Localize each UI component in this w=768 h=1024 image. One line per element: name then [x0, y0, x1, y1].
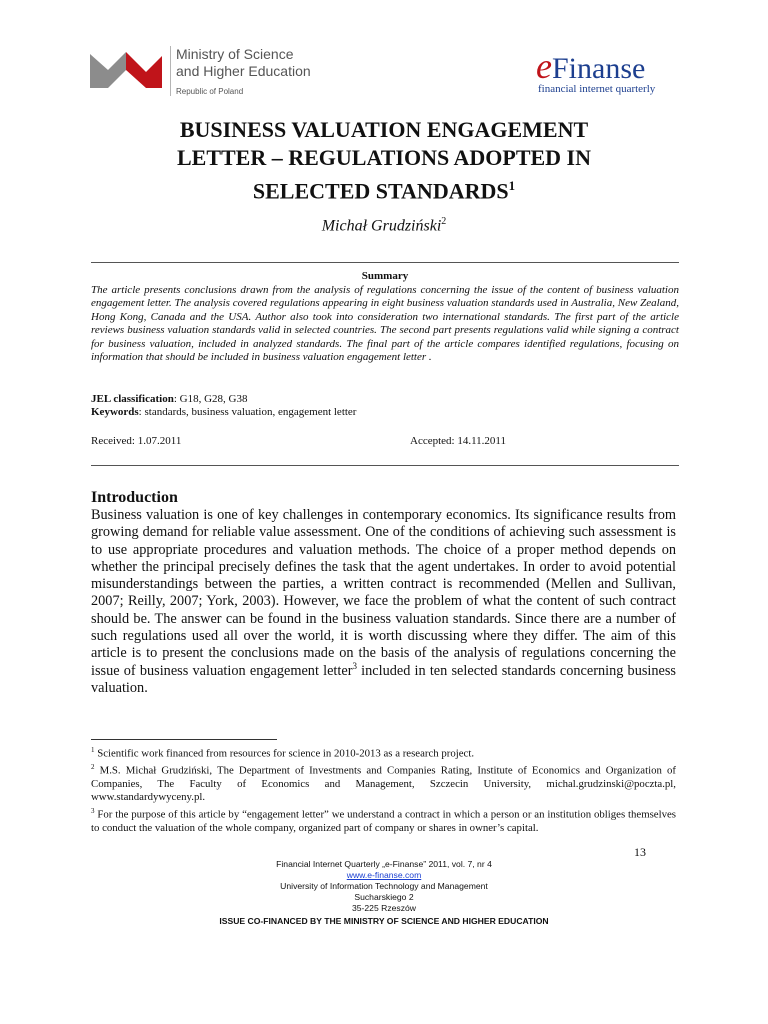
title-footnote-ref: 1	[508, 178, 516, 193]
title-line1: BUSINESS VALUATION ENGAGEMENT	[179, 117, 589, 142]
footer-university: University of Information Technology and Management	[280, 881, 488, 891]
footnote-3: $^3$ For the purpose of this article by “engagement letter” we understand a contract in which a person or an institution obliges themselves to conduct the valuation of the whole company, organized part of company or shares in owner’s capital.	[91, 806, 676, 834]
efinanse-logo	[536, 46, 686, 98]
efinanse-wordmark: eFinanse	[536, 46, 646, 86]
summary-top-divider	[91, 262, 679, 263]
footer-journal: Financial Internet Quarterly „e-Finanse” 2011, vol. 7, nr 4	[276, 859, 492, 869]
ministry-name-line1: Ministry of Science	[176, 46, 294, 62]
jel-classification: JEL classification: G18, G28, G38	[91, 393, 248, 405]
accepted-date: Accepted: 14.11.2011	[410, 435, 507, 447]
title-line3: SELECTED STANDARDS	[252, 178, 509, 204]
efinanse-tagline: financial internet quarterly	[538, 83, 656, 95]
footnote-1: $^1$ Scientific work financed from resources for science in 2010-2013 as a research project.	[91, 746, 475, 760]
author-footnote-ref: 2	[441, 216, 447, 227]
ministry-name-line2: and Higher Education	[176, 63, 311, 79]
keywords: Keywords: standards, business valuation, engagement letter	[91, 406, 357, 418]
page-number: 13	[634, 845, 646, 859]
author-name: Michał Grudziński	[321, 217, 442, 235]
footnote-2: $^2$ M.S. Michał Grudziński, The Department of Investments and Companies Rating, Institute of Economics and Organization of Companies, The Faculty of Economics and Management, Szczecin University, michal.grudzinski@poczta.pl, www.standardywyceny.pl.	[91, 763, 676, 804]
introduction-heading: Introduction	[91, 489, 178, 506]
introduction-paragraph: Business valuation is one of key challenges in contemporary economics. Its significance results from growing demand for reliable value assessment. One of the conditions of achieving such assessment is to use appropriate procedures and valuation methods. The choice of a proper method depends on whether the principal precisely defines the task that the agent undertakes. In order to avoid potential misunderstandings between the parties, a written contract is recommended (Mellen and Sullivan, 2007; Reilly, 2007; York, 2003). However, we face the problem of what the content of such contract should be. The answer can be found in the business valuation standards. Since there are a number of such regulations used all over the world, it is worth discussing where they differ. The aim of this article is to present the conclusions made on the basis of the analysis of regulations concerning the issue of business valuation engagement letter$^3$ included in ten selected standards concerning business valuation.	[91, 507, 677, 696]
footnote-ref-3: 3	[352, 660, 357, 671]
footer-cofinanced: ISSUE CO-FINANCED BY THE MINISTRY OF SCIENCE AND HIGHER EDUCATION	[219, 916, 549, 926]
ministry-logo	[90, 44, 330, 100]
ministry-name	[176, 46, 311, 80]
footer-website-link[interactable]: www.e-finanse.com	[346, 870, 422, 880]
title-line2: LETTER – REGULATIONS ADOPTED IN	[176, 145, 591, 170]
article-title	[100, 116, 668, 205]
ministry-country: Republic of Poland	[176, 87, 244, 96]
summary-text: The article presents conclusions drawn from the analysis of regulations concerning the issue of the content of business valuation engagement letter. The analysis covered regulations appearing in eight business valuation standards used in Australia, New Zealand, Hong Kong, Canada and the USA. Author also took into consideration two international standards. The first part of the article reviews business valuation standards valid in selected countries. The second part presents regulations valid while signing a contract for business valuation, included in analyzed standards. The final part of the article compares identified regulations, focusing on information that should be included in business valuation engagement letter .	[91, 284, 679, 364]
ministry-emblem-icon	[90, 48, 162, 88]
footnotes	[91, 744, 676, 835]
footnote-divider	[91, 739, 277, 740]
footer-street: Sucharskiego 2	[354, 892, 414, 902]
ministry-divider	[170, 46, 171, 96]
page-footer	[100, 859, 668, 927]
footer-city: 35-225 Rzeszów	[351, 903, 416, 913]
summary-heading: Summary	[361, 270, 409, 282]
article-author	[100, 216, 668, 235]
received-date: Received: 1.07.2011	[91, 435, 182, 447]
summary-bottom-divider	[91, 465, 679, 466]
